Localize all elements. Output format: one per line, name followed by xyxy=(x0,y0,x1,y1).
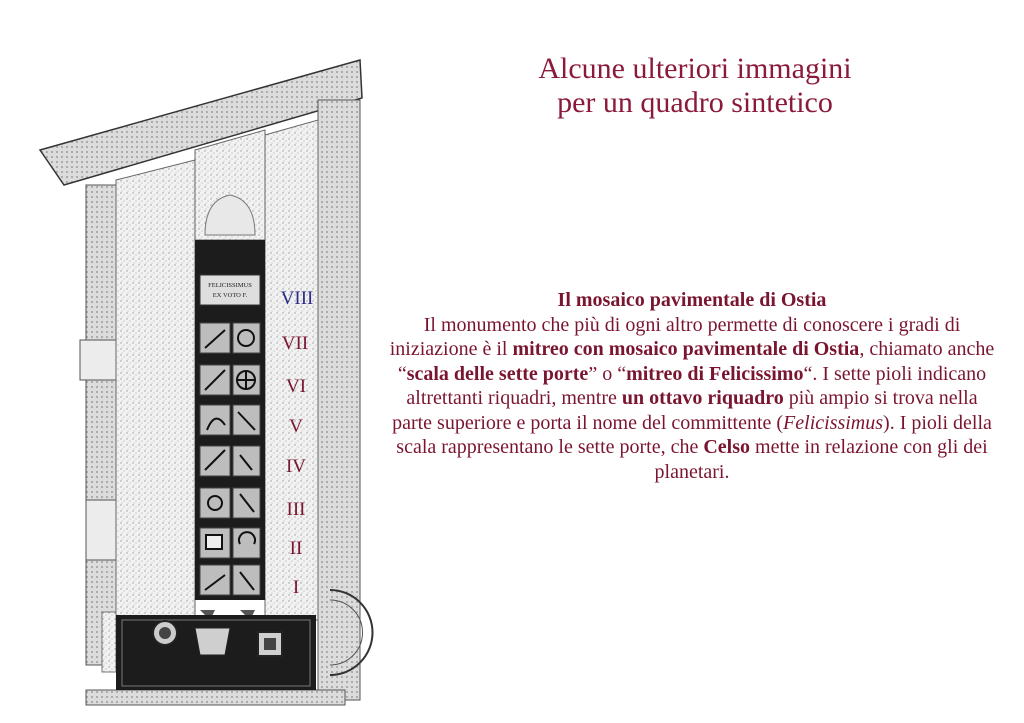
rung-label-iii: III xyxy=(286,499,306,520)
mosaic-ladder xyxy=(195,240,265,620)
text-part-4: “. I sette pioli indicano altrettanti riquadri, mentre xyxy=(406,362,987,409)
rung-label-vi: VI xyxy=(285,376,307,397)
rung-label-vii: VII xyxy=(281,333,309,354)
section-heading: Il mosaico pavimentale di Ostia xyxy=(557,289,827,311)
text-italic-1: Felicissimus xyxy=(783,411,884,434)
text-bold-3: mitreo di Felicissimo xyxy=(626,362,804,385)
rung-label-i: I xyxy=(292,577,300,598)
text-part-6: ). I pioli della scala rappresentano le sette porte, che xyxy=(396,411,992,458)
rung-label-iv: IV xyxy=(285,456,307,477)
title-line-2: per un quadro sintetico xyxy=(557,86,833,119)
rung-label-ii: II xyxy=(289,538,303,559)
text-part-1: Il monumento che più di ogni altro permette di conoscere i gradi di iniziazione è il xyxy=(389,313,961,360)
rung-label-viii: VIII xyxy=(280,288,314,309)
plaque-line2: EX VOTO F. xyxy=(212,292,248,299)
text-bold-4: un ottavo riquadro xyxy=(621,387,784,409)
text-bold-1: mitreo con mosaico pavimentale di Ostia xyxy=(512,338,860,360)
text-part-3: ” o “ xyxy=(588,362,627,385)
threshold-mosaic xyxy=(116,615,316,690)
description-text xyxy=(388,288,996,484)
text-part-5: più ampio si trova nella parte superiore e porta il nome del committente ( xyxy=(392,387,978,434)
text-part-2: , chiamato anche “ xyxy=(397,338,995,385)
text-bold-5: Celso xyxy=(703,436,751,458)
plaque-line1: FELICISSIMUS xyxy=(208,282,252,289)
title-line-1: Alcune ulteriori immagini xyxy=(538,52,852,85)
text-part-7: mette in relazione con gli dei planetari. xyxy=(654,436,988,483)
text-bold-2: scala delle sette porte xyxy=(406,362,589,385)
cult-niche xyxy=(195,130,265,240)
mithraeum-floor-plan xyxy=(0,0,400,723)
slide-title xyxy=(470,52,920,120)
rung-label-v: V xyxy=(289,416,303,437)
